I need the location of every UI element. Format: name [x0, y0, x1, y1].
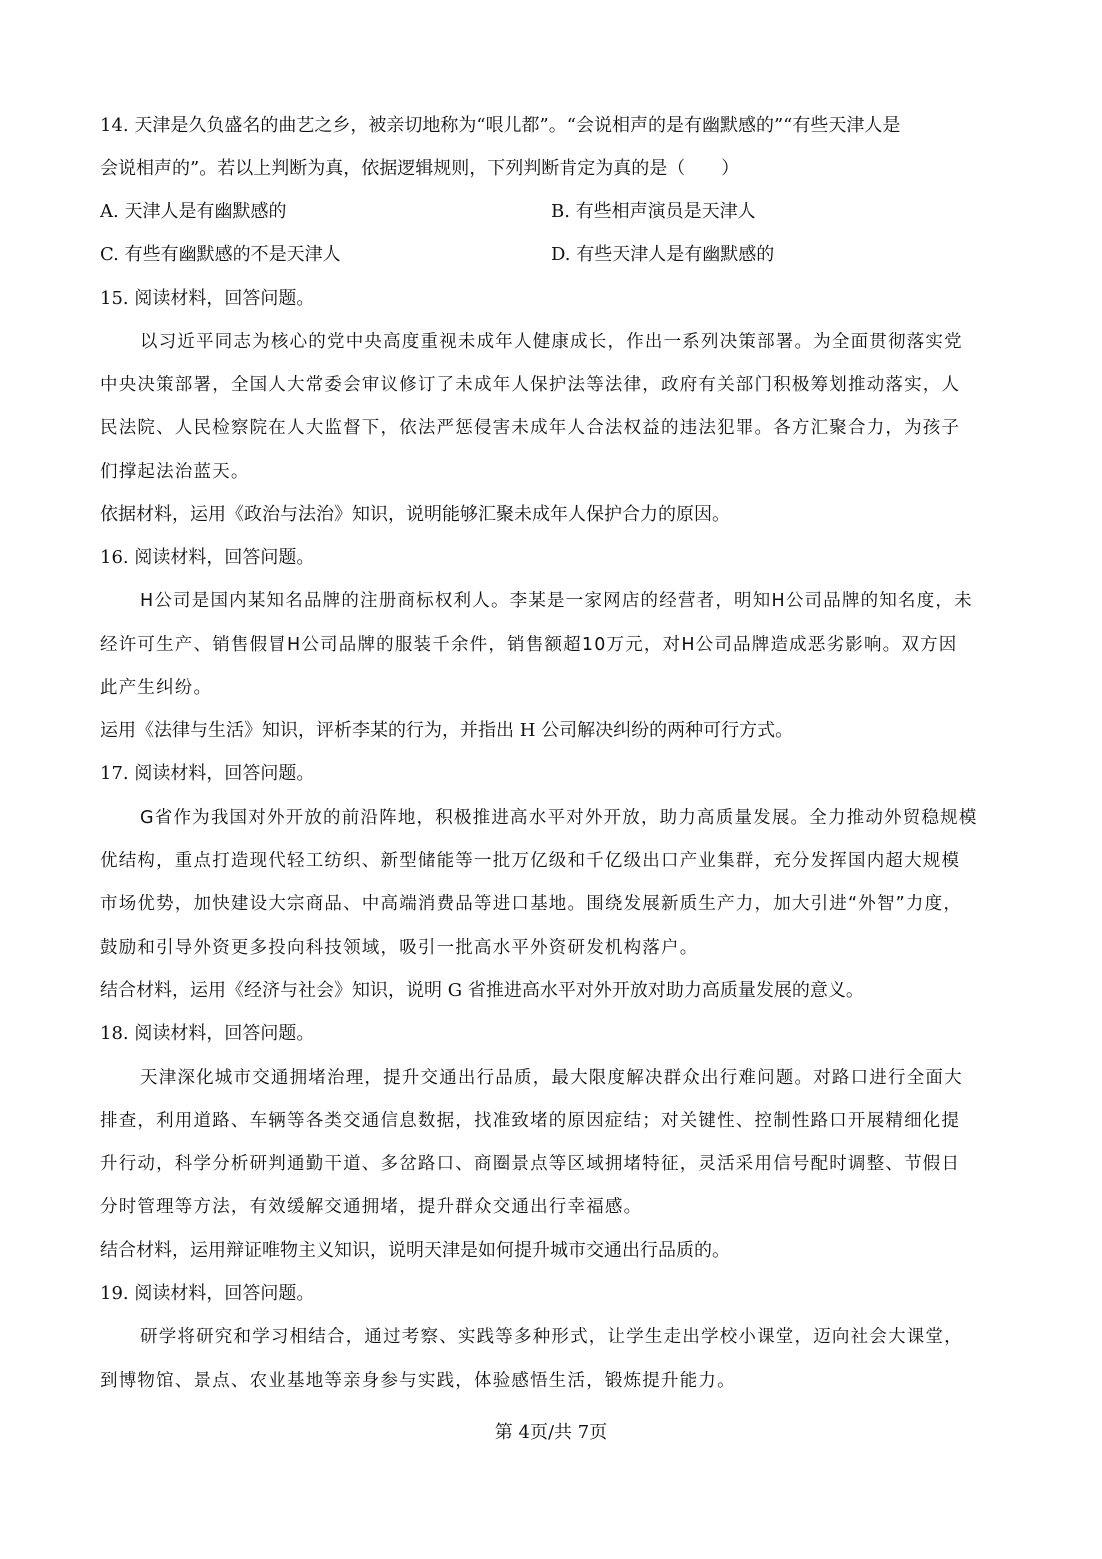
q14-option-a: A. 天津人是有幽默感的: [100, 201, 287, 222]
q16-heading: 16. 阅读材料，回答问题。: [100, 547, 315, 568]
q17-material-line-1: G省作为我国对外开放的前沿阵地，积极推进高水平对外开放，助力高质量发展。全力推动外贸稳规模: [140, 808, 978, 828]
q16-question: 运用《法律与生活》知识，评析李某的行为，并指出 H 公司解决纠纷的两种可行方式。: [100, 720, 794, 741]
q15-material-line-3: 民法院、人民检察院在人大监督下，依法严惩侵害未成年人合法权益的违法犯罪。各方汇聚合力，为孩子: [100, 418, 961, 438]
q15-material-line-1: 以习近平同志为核心的党中央高度重视未成年人健康成长，作出一系列决策部署。为全面贯彻落实党: [140, 332, 963, 352]
q14-stem-line-1: 14. 天津是久负盛名的曲艺之乡，被亲切地称为“哏儿都”。“会说相声的是有幽默感的”“有些天津人是: [100, 115, 901, 136]
q16-material-line-3: 此产生纠纷。: [100, 678, 213, 698]
q18-material-line-2: 排查，利用道路、车辆等各类交通信息数据，找准致堵的原因症结；对关键性、控制性路口开展精细化提: [100, 1111, 961, 1131]
q18-material-line-1: 天津深化城市交通拥堵治理，提升交通出行品质，最大限度解决群众出行难问题。对路口进行全面大: [140, 1068, 963, 1088]
q14-stem-line-2: 会说相声的”。若以上判断为真，依据逻辑规则，下列判断肯定为真的是（ ）: [100, 158, 740, 179]
q18-material-line-4: 分时管理等方法，有效缓解交通拥堵，提升群众交通出行幸福感。: [100, 1197, 643, 1217]
q14-option-c: C. 有些有幽默感的不是天津人: [100, 244, 341, 265]
q14-option-b: B. 有些相声演员是天津人: [551, 201, 756, 222]
q17-heading: 17. 阅读材料，回答问题。: [100, 763, 315, 784]
q18-heading: 18. 阅读材料，回答问题。: [100, 1023, 315, 1044]
q16-material-line-1: H公司是国内某知名品牌的注册商标权利人。李某是一家网店的经营者，明知H公司品牌的知名度，未: [140, 591, 973, 611]
q15-question: 依据材料，运用《政治与法治》知识，说明能够汇聚未成年人保护合力的原因。: [100, 504, 730, 525]
q17-material-line-3: 市场优势，加快建设大宗商品、中高端消费品等进口基地。围绕发展新质生产力，加大引进“外智”力度，: [100, 894, 963, 914]
q17-material-line-2: 优结构，重点打造现代轻工纺织、新型储能等一批万亿级和千亿级出口产业集群，充分发挥国内超大规模: [100, 851, 961, 871]
q17-question: 结合材料，运用《经济与社会》知识，说明 G 省推进高水平对外开放对助力高质量发展的意义。: [100, 980, 864, 1001]
q15-heading: 15. 阅读材料，回答问题。: [100, 288, 315, 309]
q18-question: 结合材料，运用辩证唯物主义知识，说明天津是如何提升城市交通出行品质的。: [100, 1240, 730, 1261]
q19-heading: 19. 阅读材料，回答问题。: [100, 1283, 315, 1304]
page-number-footer: 第 4页/共 7页: [494, 1422, 608, 1443]
q15-material-line-4: 们撑起法治蓝天。: [100, 462, 250, 482]
q17-material-line-4: 鼓励和引导外资更多投向科技领域，吸引一批高水平外资研发机构落户。: [100, 938, 699, 958]
q15-material-line-2: 中央决策部署，全国人大常委会审议修订了未成年人保护法等法律，政府有关部门积极筹划推动落实，人: [100, 375, 961, 395]
q16-material-line-2: 经许可生产、销售假冒H公司品牌的服装千余件，销售额超10万元，对H公司品牌造成恶劣影响。双方因: [100, 635, 958, 655]
q19-material-line-2: 到博物馆、景点、农业基地等亲身参与实践，体验感悟生活，锻炼提升能力。: [100, 1371, 736, 1391]
q18-material-line-3: 升行动，科学分析研判通勤干道、多岔路口、商圈景点等区域拥堵特征，灵活采用信号配时调整、节假日: [100, 1154, 961, 1174]
q19-material-line-1: 研学将研究和学习相结合，通过考察、实践等多种形式，让学生走出学校小课堂，迈向社会大课堂，: [140, 1327, 963, 1347]
q14-option-d: D. 有些天津人是有幽默感的: [551, 244, 775, 265]
